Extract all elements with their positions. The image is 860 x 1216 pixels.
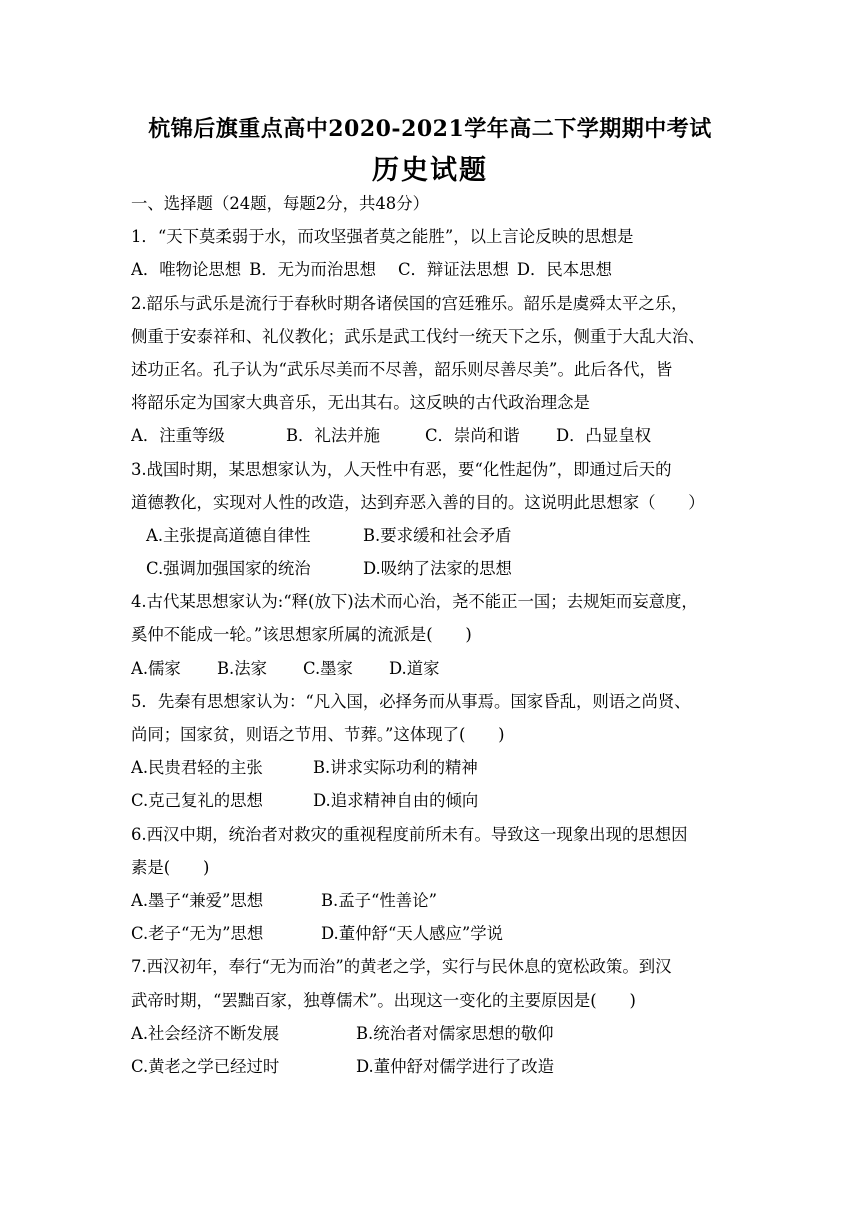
question-1: [131, 220, 731, 286]
question-stem-line: 尚同；国家贫，则语之节用、节葬。”这体现了( ): [131, 725, 505, 744]
option-c: C．辩证法思想: [397, 260, 509, 280]
option-c: C.墨家: [303, 658, 353, 678]
option-a: A.民贵君轻的主张: [131, 758, 263, 778]
option-d: D．凸显皇权: [556, 426, 652, 446]
question-stem-line: 侧重于安泰祥和、礼仪教化；武乐是武工伐纣一统天下之乐，侧重于大乱大治、: [131, 326, 705, 346]
question-options: [131, 917, 731, 950]
question-options: [131, 552, 731, 585]
option-b: B.法家: [217, 658, 268, 678]
question-options: [131, 884, 731, 917]
question-options: [131, 519, 731, 552]
question-7: [131, 950, 731, 1083]
question-options: [131, 652, 731, 685]
option-b: B.孟子“性善论”: [321, 890, 437, 910]
question-stem-line: 武帝时期，“罢黜百家，独尊儒术”。出现这一变化的主要原因是( ): [131, 990, 636, 1010]
option-a: A.儒家: [131, 658, 181, 678]
question-stem-line: 5．先秦有思想家认为：“凡入国，必择务而从事焉。国家昏乱，则语之尚贤、: [131, 691, 691, 711]
exam-title: 杭锦后旗重点高中2020-2021学年高二下学期期中考试: [148, 116, 712, 142]
option-d: D.董仲舒对儒学进行了改造: [356, 1056, 555, 1076]
option-b: B.统治者对儒家思想的敬仰: [356, 1023, 554, 1043]
option-a: A．唯物论思想: [131, 260, 242, 280]
option-c: C．崇尚和谐: [425, 426, 520, 446]
question-stem-line: 将韶乐定为国家大典音乐，无出其右。这反映的古代政治理念是: [131, 393, 590, 413]
option-c: C.强调加强国家的统治: [146, 559, 311, 579]
question-stem-line: 6.西汉中期，统治者对救灾的重视程度前所未有。导致这一现象出现的思想因: [131, 824, 688, 844]
question-3: [131, 453, 731, 586]
question-stem-line: 1．“天下莫柔弱于水，而攻坚强者莫之能胜”，以上言论反映的思想是: [131, 227, 634, 247]
option-d: D．民本思想: [516, 260, 612, 280]
question-stem-line: 奚仲不能成一轮。”该思想家所属的流派是( ): [131, 625, 472, 645]
question-options: [131, 1050, 731, 1083]
option-c: C.老子“无为”思想: [131, 924, 264, 944]
option-a: A.墨子“兼爱”思想: [131, 890, 264, 910]
option-a: A.社会经济不断发展: [131, 1023, 280, 1043]
question-stem-line: 述功正名。孔子认为“武乐尽美而不尽善，韶乐则尽善尽美”。此后各代，皆: [131, 359, 673, 379]
question-2: [131, 287, 731, 453]
option-b: B.讲求实际功利的精神: [313, 758, 478, 778]
exam-content: [131, 187, 731, 1083]
question-stem-line: 3.战国时期，某思想家认为，人天性中有恶，要“化性起伪”，即通过后天的: [131, 459, 672, 479]
option-b: B．无为而治思想: [249, 260, 376, 280]
option-d: D.董仲舒“天人感应”学说: [321, 924, 504, 944]
option-d: D.吸纳了法家的思想: [363, 559, 512, 579]
question-stem-line: 7.西汉初年，奉行“无为而治”的黄老之学，实行与民休息的宽松政策。到汉: [131, 957, 672, 977]
section-heading: 一、选择题（24题，每题2分，共48分）: [131, 194, 429, 213]
question-options: [131, 1017, 731, 1050]
question-stem-line: 道德教化，实现对人性的改造，达到弃恶入善的目的。这说明此思想家（ ）: [131, 492, 705, 512]
question-4: [131, 585, 731, 685]
option-b: B.要求缓和社会矛盾: [363, 525, 512, 545]
question-stem-line: 2.韶乐与武乐是流行于春秋时期各诸侯国的宫廷雅乐。韶乐是虞舜太平之乐，: [131, 293, 688, 313]
question-5: [131, 685, 731, 818]
option-a: A.主张提高道德自律性: [146, 525, 311, 545]
option-d: D.追求精神自由的倾向: [313, 791, 479, 811]
option-a: A．注重等级: [131, 426, 225, 446]
exam-subtitle: 历史试题: [372, 155, 488, 186]
question-options: [131, 784, 731, 817]
option-d: D.道家: [389, 658, 440, 678]
option-c: C.克己复礼的思想: [131, 791, 263, 811]
question-options: [131, 751, 731, 784]
question-stem-line: 素是( ): [131, 857, 210, 877]
option-c: C.黄老之学已经过时: [131, 1056, 280, 1076]
option-b: B．礼法并施: [286, 426, 380, 446]
question-options: [131, 419, 731, 452]
question-6: [131, 818, 731, 951]
question-options: [131, 253, 731, 286]
question-stem-line: 4.古代某思想家认为:“释(放下)法术而心治，尧不能正一国；去规矩而妄意度，: [131, 592, 698, 612]
